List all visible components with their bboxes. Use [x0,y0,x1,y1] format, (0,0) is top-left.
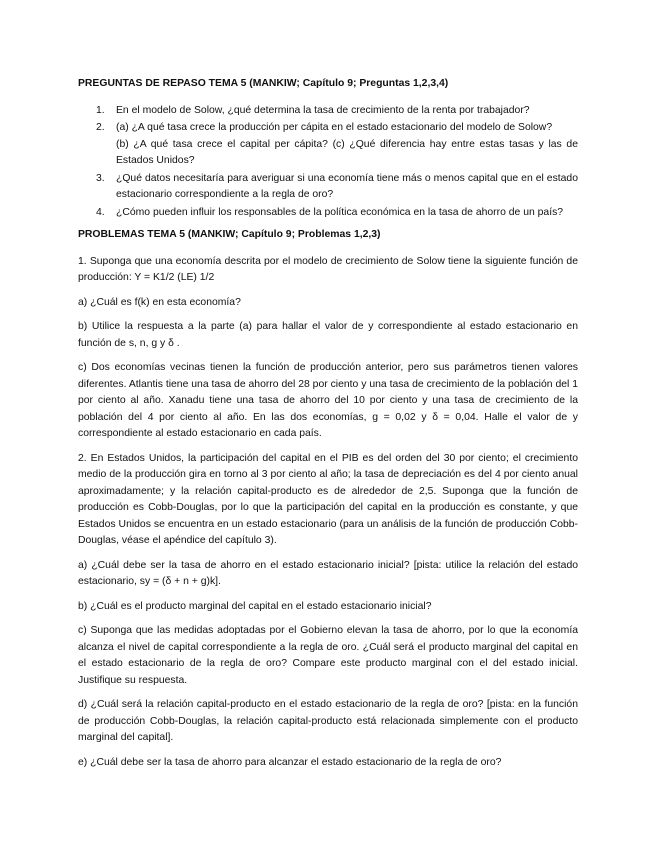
problem-paragraph: 2. En Estados Unidos, la participación del capital en el PIB es del orden del 30 por ciento; el crecimiento medio de la producción gira en torno al 3 por ciento al año; la tasa de depreciación es del 4 por ciento anual aproximadamente; y la relación capital-producto es de alrededor de 2,5. Suponga que la función de producción es Cobb-Douglas, por lo que la participación del capital en la producción es constante, y que Estados Unidos se encuentra en un estado estacionario (para un análisis de la función de producción Cobb-Douglas, véase el apéndice del capítulo 3). [78,452,578,546]
review-questions-list [78,103,578,222]
list-item-text: En el modelo de Solow, ¿qué determina la tasa de crecimiento de la renta por trabajador? [116,104,530,116]
list-item [78,120,578,170]
problem-paragraph: d) ¿Cuál será la relación capital-producto en el estado estacionario de la regla de oro? [pista: en la función de producción Cobb-Douglas, la relación capital-producto está relacionada simplemente con el producto marginal del capital]. [78,699,578,743]
document-page [78,76,578,771]
problems-heading: PROBLEMAS TEMA 5 (MANKIW; Capítulo 9; Problemas 1,2,3) [78,229,381,240]
list-item-number: 3. [96,172,105,184]
list-item-number: 1. [96,104,105,116]
list-item-number: 4. [96,206,105,218]
list-item [78,171,578,204]
problem-paragraph: a) ¿Cuál es f(k) en esta economía? [78,296,241,308]
problem-paragraph: a) ¿Cuál debe ser la tasa de ahorro en el estado estacionario inicial? [pista: utilice la relación del estado estacionario, sy = (δ + n + g)k]. [78,559,578,587]
problem-paragraph: b) Utilice la respuesta a la parte (a) para hallar el valor de y correspondiente al estado estacionario en función de s, n, g y δ . [78,321,578,349]
problem-paragraph: c) Suponga que las medidas adoptadas por el Gobierno elevan la tasa de ahorro, por lo que la economía alcanza el nivel de capital correspondiente a la regla de oro. ¿Cuál será el producto marginal del capital en el estado estacionario de la regla de oro? Compare este producto marginal con el del estado inicial. Justifique su respuesta. [78,625,578,686]
list-item [78,205,578,222]
list-item-text: ¿Qué datos necesitaría para averiguar si una economía tiene más o menos capital que en el estado estacionario correspondiente a la regla de oro? [116,172,578,200]
problem-paragraph: b) ¿Cuál es el producto marginal del capital en el estado estacionario inicial? [78,600,432,612]
list-item-text-continued: (b) ¿A qué tasa crece el capital per cápita? (c) ¿Qué diferencia hay entre estas tasas y las de Estados Unidos? [116,138,578,166]
list-item-text: ¿Cómo pueden influir los responsables de la política económica en la tasa de ahorro de un país? [116,206,564,218]
problem-paragraph: c) Dos economías vecinas tienen la función de producción anterior, pero sus parámetros tienen valores diferentes. Atlantis tiene una tasa de ahorro del 28 por ciento y una tasa de crecimiento de la población del 1 por ciento al año. Xanadu tiene una tasa de ahorro del 10 por ciento y una tasa de crecimiento de la población del 4 por ciento al año. En las dos economías, g = 0,02 y δ = 0,04. Halle el valor de y correspondiente al estado estacionario en cada país. [78,362,578,439]
list-item-text: (a) ¿A qué tasa crece la producción per cápita en el estado estacionario del modelo de Solow? [116,122,553,133]
review-questions-heading: PREGUNTAS DE REPASO TEMA 5 (MANKIW; Capítulo 9; Preguntas 1,2,3,4) [78,78,449,89]
problem-paragraph: 1. Suponga que una economía descrita por el modelo de crecimiento de Solow tiene la siguiente función de producción: Y = K1/2 (LE) 1/2 [78,255,578,283]
problem-paragraph: e) ¿Cuál debe ser la tasa de ahorro para alcanzar el estado estacionario de la regla de oro? [78,756,502,768]
list-item-number: 2. [96,122,105,133]
list-item [78,103,578,120]
